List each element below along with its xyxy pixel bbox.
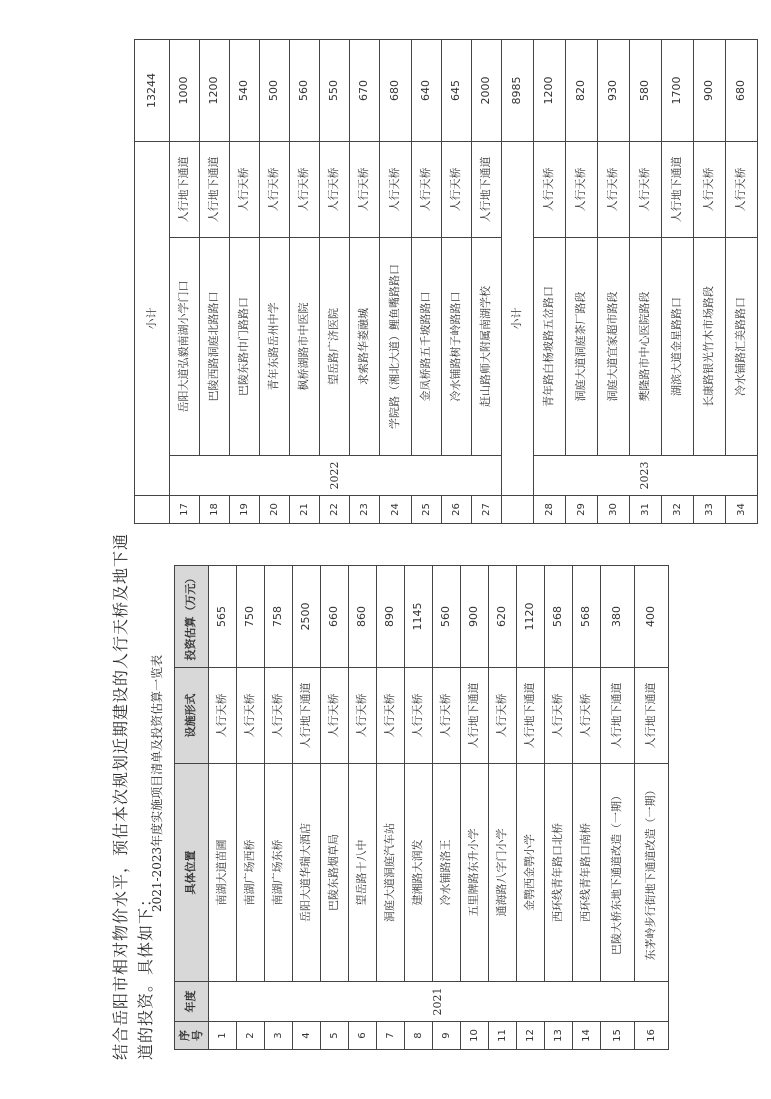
cell-form: 人行地下通道 bbox=[601, 668, 635, 764]
intro-line-1: 结合岳阳市相对物价水平，预估本次规划近期建设的人行天桥及地下通 bbox=[111, 532, 130, 1060]
table-row bbox=[517, 566, 545, 1050]
cell-amount: 1200 bbox=[200, 39, 230, 141]
cell-location: 学院路（湘北大道）鲤鱼嘴路路口 bbox=[380, 238, 412, 456]
cell-seq: 31 bbox=[630, 496, 662, 524]
cell-form: 人行天桥 bbox=[694, 141, 726, 237]
table-row bbox=[170, 39, 200, 523]
cell-amount: 380 bbox=[601, 566, 635, 668]
cell-seq: 12 bbox=[517, 1022, 545, 1050]
cell-form: 人行天桥 bbox=[433, 668, 461, 764]
cell-seq: 33 bbox=[694, 496, 726, 524]
cell-seq: 16 bbox=[635, 1022, 669, 1050]
cell-location: 巴陵大桥东地下通道改造（一期） bbox=[601, 764, 635, 982]
cell-form: 人行天桥 bbox=[545, 668, 573, 764]
cell-amount: 560 bbox=[433, 566, 461, 668]
cell-location: 湖滨大道金星路路口 bbox=[662, 238, 694, 456]
header-amount: 投资估算（万元） bbox=[175, 566, 209, 668]
cell-location: 岳阳大道弘毅南湖小学门口 bbox=[170, 238, 200, 456]
cell-location: 枫桥湖路市中医院 bbox=[290, 238, 320, 456]
cell-amount: 1700 bbox=[662, 39, 694, 141]
table-row bbox=[320, 39, 350, 523]
cell-amount: 1120 bbox=[517, 566, 545, 668]
cell-form: 人行天桥 bbox=[442, 141, 472, 237]
cell-seq: 26 bbox=[442, 496, 472, 524]
table-row bbox=[293, 566, 321, 1050]
table-row bbox=[598, 39, 630, 523]
cell-amount: 568 bbox=[573, 566, 601, 668]
cell-form: 人行天桥 bbox=[598, 141, 630, 237]
table-left-wrap bbox=[174, 565, 669, 1050]
cell-location: 建湘路大润发 bbox=[405, 764, 433, 982]
table-row bbox=[461, 566, 489, 1050]
cell-location: 金凤桥路五千坡路路口 bbox=[412, 238, 442, 456]
cell-seq: 22 bbox=[320, 496, 350, 524]
cell-amount: 568 bbox=[545, 566, 573, 668]
cell-seq: 28 bbox=[534, 496, 566, 524]
cell-amount: 890 bbox=[377, 566, 405, 668]
table-row bbox=[405, 566, 433, 1050]
cell-seq: 4 bbox=[293, 1022, 321, 1050]
cell-seq: 10 bbox=[461, 1022, 489, 1050]
subtotal-row-2021 bbox=[135, 39, 170, 523]
cell-location: 南湖广场东桥 bbox=[265, 764, 293, 982]
cell-seq: 32 bbox=[662, 496, 694, 524]
cell-form: 人行地下通道 bbox=[635, 668, 669, 764]
cell-location: 长康路银光竹木市场路段 bbox=[694, 238, 726, 456]
cell-location: 巴陵东路巾门路路口 bbox=[230, 238, 260, 456]
table-row bbox=[200, 39, 230, 523]
cell-amount: 565 bbox=[209, 566, 237, 668]
cell-location: 西环线青年路口北桥 bbox=[545, 764, 573, 982]
cell-amount: 2000 bbox=[472, 39, 502, 141]
cell-location: 青年路白杨坡路五岔路口 bbox=[534, 238, 566, 456]
cell-seq: 6 bbox=[349, 1022, 377, 1050]
table-row bbox=[566, 39, 598, 523]
cell-form: 人行天桥 bbox=[573, 668, 601, 764]
cell-seq-empty bbox=[502, 496, 534, 524]
table-row bbox=[265, 566, 293, 1050]
intro-line-2: 道的投资。具体如下： bbox=[136, 889, 155, 1060]
table-right-wrap bbox=[134, 39, 758, 524]
cell-amount: 758 bbox=[265, 566, 293, 668]
cell-location: 冷水铺路汇美路路口 bbox=[726, 238, 758, 456]
cell-amount: 930 bbox=[598, 39, 630, 141]
cell-seq: 3 bbox=[265, 1022, 293, 1050]
cell-location: 洞庭大道洞庭茶厂路段 bbox=[566, 238, 598, 456]
table-left bbox=[174, 565, 669, 1050]
cell-seq: 1 bbox=[209, 1022, 237, 1050]
cell-amount: 400 bbox=[635, 566, 669, 668]
cell-location: 南湖大道苗圃 bbox=[209, 764, 237, 982]
cell-location: 金鹗西金鹗小学 bbox=[517, 764, 545, 982]
cell-form: 人行天桥 bbox=[566, 141, 598, 237]
cell-location: 望岳路十八中 bbox=[349, 764, 377, 982]
table-header-row bbox=[175, 566, 209, 1050]
year-2023: 2023 bbox=[534, 456, 758, 496]
cell-form: 人行地下通道 bbox=[461, 668, 489, 764]
cell-form: 人行天桥 bbox=[230, 141, 260, 237]
header-seq: 序号 bbox=[175, 1022, 209, 1050]
cell-amount: 2500 bbox=[293, 566, 321, 668]
cell-location: 南湖广场西桥 bbox=[237, 764, 265, 982]
subtotal-amount: 8985 bbox=[502, 39, 534, 141]
cell-amount: 560 bbox=[290, 39, 320, 141]
cell-location: 西环线青年路口南桥 bbox=[573, 764, 601, 982]
cell-amount: 680 bbox=[380, 39, 412, 141]
cell-form: 人行天桥 bbox=[412, 141, 442, 237]
table-row bbox=[230, 39, 260, 523]
cell-location: 五里牌路东升小学 bbox=[461, 764, 489, 982]
cell-seq: 27 bbox=[472, 496, 502, 524]
cell-seq: 25 bbox=[412, 496, 442, 524]
cell-amount: 900 bbox=[694, 39, 726, 141]
table-row bbox=[573, 566, 601, 1050]
cell-location: 通海路八字门小学 bbox=[489, 764, 517, 982]
cell-seq-empty bbox=[135, 496, 170, 524]
cell-location: 巴陵东路烟草局 bbox=[321, 764, 349, 982]
cell-amount: 1145 bbox=[405, 566, 433, 668]
cell-location: 冷水铺路洛王 bbox=[433, 764, 461, 982]
cell-form: 人行地下通道 bbox=[293, 668, 321, 764]
cell-amount: 620 bbox=[489, 566, 517, 668]
cell-location: 求索路华菱融城 bbox=[350, 238, 380, 456]
cell-amount: 1200 bbox=[534, 39, 566, 141]
cell-amount: 580 bbox=[630, 39, 662, 141]
table-row bbox=[377, 566, 405, 1050]
table-right bbox=[134, 39, 758, 524]
table-row bbox=[472, 39, 502, 523]
cell-seq: 15 bbox=[601, 1022, 635, 1050]
cell-seq: 11 bbox=[489, 1022, 517, 1050]
table-row bbox=[380, 39, 412, 523]
cell-form: 人行天桥 bbox=[534, 141, 566, 237]
cell-amount: 500 bbox=[260, 39, 290, 141]
cell-form: 人行地下通道 bbox=[662, 141, 694, 237]
cell-amount: 750 bbox=[237, 566, 265, 668]
cell-seq: 29 bbox=[566, 496, 598, 524]
cell-amount: 660 bbox=[321, 566, 349, 668]
cell-seq: 21 bbox=[290, 496, 320, 524]
cell-seq: 30 bbox=[598, 496, 630, 524]
cell-form: 人行天桥 bbox=[349, 668, 377, 764]
cell-seq: 19 bbox=[230, 496, 260, 524]
cell-location: 洞庭大道宜家超市路段 bbox=[598, 238, 630, 456]
cell-location: 青年东路岳州中学 bbox=[260, 238, 290, 456]
table-row bbox=[350, 39, 380, 523]
table-row bbox=[726, 39, 758, 523]
cell-amount: 670 bbox=[350, 39, 380, 141]
table-row bbox=[260, 39, 290, 523]
cell-amount: 820 bbox=[566, 39, 598, 141]
cell-form: 人行天桥 bbox=[380, 141, 412, 237]
table-row bbox=[442, 39, 472, 523]
cell-form: 人行天桥 bbox=[489, 668, 517, 764]
cell-form: 人行天桥 bbox=[260, 141, 290, 237]
cell-form: 人行天桥 bbox=[265, 668, 293, 764]
cell-location: 洞庭大道洞庭汽车站 bbox=[377, 764, 405, 982]
cell-location: 樊隆路市中心医院路段 bbox=[630, 238, 662, 456]
cell-amount: 900 bbox=[461, 566, 489, 668]
cell-amount: 550 bbox=[320, 39, 350, 141]
table-row bbox=[433, 566, 461, 1050]
cell-seq: 23 bbox=[350, 496, 380, 524]
table-row bbox=[290, 39, 320, 523]
cell-amount: 540 bbox=[230, 39, 260, 141]
cell-form: 人行天桥 bbox=[377, 668, 405, 764]
table-row bbox=[237, 566, 265, 1050]
cell-seq: 13 bbox=[545, 1022, 573, 1050]
table-row bbox=[412, 39, 442, 523]
subtotal-label: 小计 bbox=[135, 141, 170, 495]
cell-form: 人行地下通道 bbox=[472, 141, 502, 237]
cell-amount: 645 bbox=[442, 39, 472, 141]
table-row bbox=[209, 566, 237, 1050]
table-row bbox=[545, 566, 573, 1050]
table-caption: 2021-2023年度实施项目清单及投资估算一览表 bbox=[150, 654, 164, 912]
subtotal-row-2022 bbox=[502, 39, 534, 523]
table-row bbox=[489, 566, 517, 1050]
cell-amount: 860 bbox=[349, 566, 377, 668]
cell-form: 人行天桥 bbox=[350, 141, 380, 237]
cell-form: 人行天桥 bbox=[320, 141, 350, 237]
subtotal-label: 小计 bbox=[502, 141, 534, 495]
cell-location: 冷水铺路树子岭路路口 bbox=[442, 238, 472, 456]
table-row bbox=[635, 566, 669, 1050]
cell-seq: 17 bbox=[170, 496, 200, 524]
cell-form: 人行天桥 bbox=[726, 141, 758, 237]
cell-seq: 20 bbox=[260, 496, 290, 524]
header-form: 设施形式 bbox=[175, 668, 209, 764]
cell-form: 人行天桥 bbox=[405, 668, 433, 764]
cell-form: 人行天桥 bbox=[321, 668, 349, 764]
cell-seq: 2 bbox=[237, 1022, 265, 1050]
cell-form: 人行天桥 bbox=[237, 668, 265, 764]
cell-location: 赶山路师大附属南湖学校 bbox=[472, 238, 502, 456]
table-row bbox=[694, 39, 726, 523]
table-row bbox=[534, 39, 566, 523]
table-row bbox=[349, 566, 377, 1050]
cell-location: 巴陵西路洞庭北路路口 bbox=[200, 238, 230, 456]
cell-form: 人行天桥 bbox=[209, 668, 237, 764]
cell-seq: 8 bbox=[405, 1022, 433, 1050]
table-row bbox=[321, 566, 349, 1050]
subtotal-amount: 13244 bbox=[135, 39, 170, 141]
cell-form: 人行地下通道 bbox=[170, 141, 200, 237]
cell-seq: 9 bbox=[433, 1022, 461, 1050]
cell-seq: 7 bbox=[377, 1022, 405, 1050]
cell-seq: 24 bbox=[380, 496, 412, 524]
year-2021: 2021 bbox=[209, 982, 669, 1022]
cell-location: 望岳路广济医院 bbox=[320, 238, 350, 456]
cell-location: 岳阳大道华瑞大酒店 bbox=[293, 764, 321, 982]
cell-amount: 640 bbox=[412, 39, 442, 141]
table-row bbox=[601, 566, 635, 1050]
table-row bbox=[630, 39, 662, 523]
year-2022: 2022 bbox=[170, 456, 502, 496]
cell-form: 人行天桥 bbox=[630, 141, 662, 237]
cell-location: 东茅岭步行街地下通道改造（一期） bbox=[635, 764, 669, 982]
cell-amount: 1000 bbox=[170, 39, 200, 141]
cell-form: 人行地下通道 bbox=[200, 141, 230, 237]
cell-amount: 680 bbox=[726, 39, 758, 141]
header-location: 具体位置 bbox=[175, 764, 209, 982]
cell-seq: 5 bbox=[321, 1022, 349, 1050]
header-year: 年度 bbox=[175, 982, 209, 1022]
cell-seq: 14 bbox=[573, 1022, 601, 1050]
cell-form: 人行地下通道 bbox=[517, 668, 545, 764]
cell-seq: 18 bbox=[200, 496, 230, 524]
cell-form: 人行天桥 bbox=[290, 141, 320, 237]
cell-seq: 34 bbox=[726, 496, 758, 524]
table-row bbox=[662, 39, 694, 523]
